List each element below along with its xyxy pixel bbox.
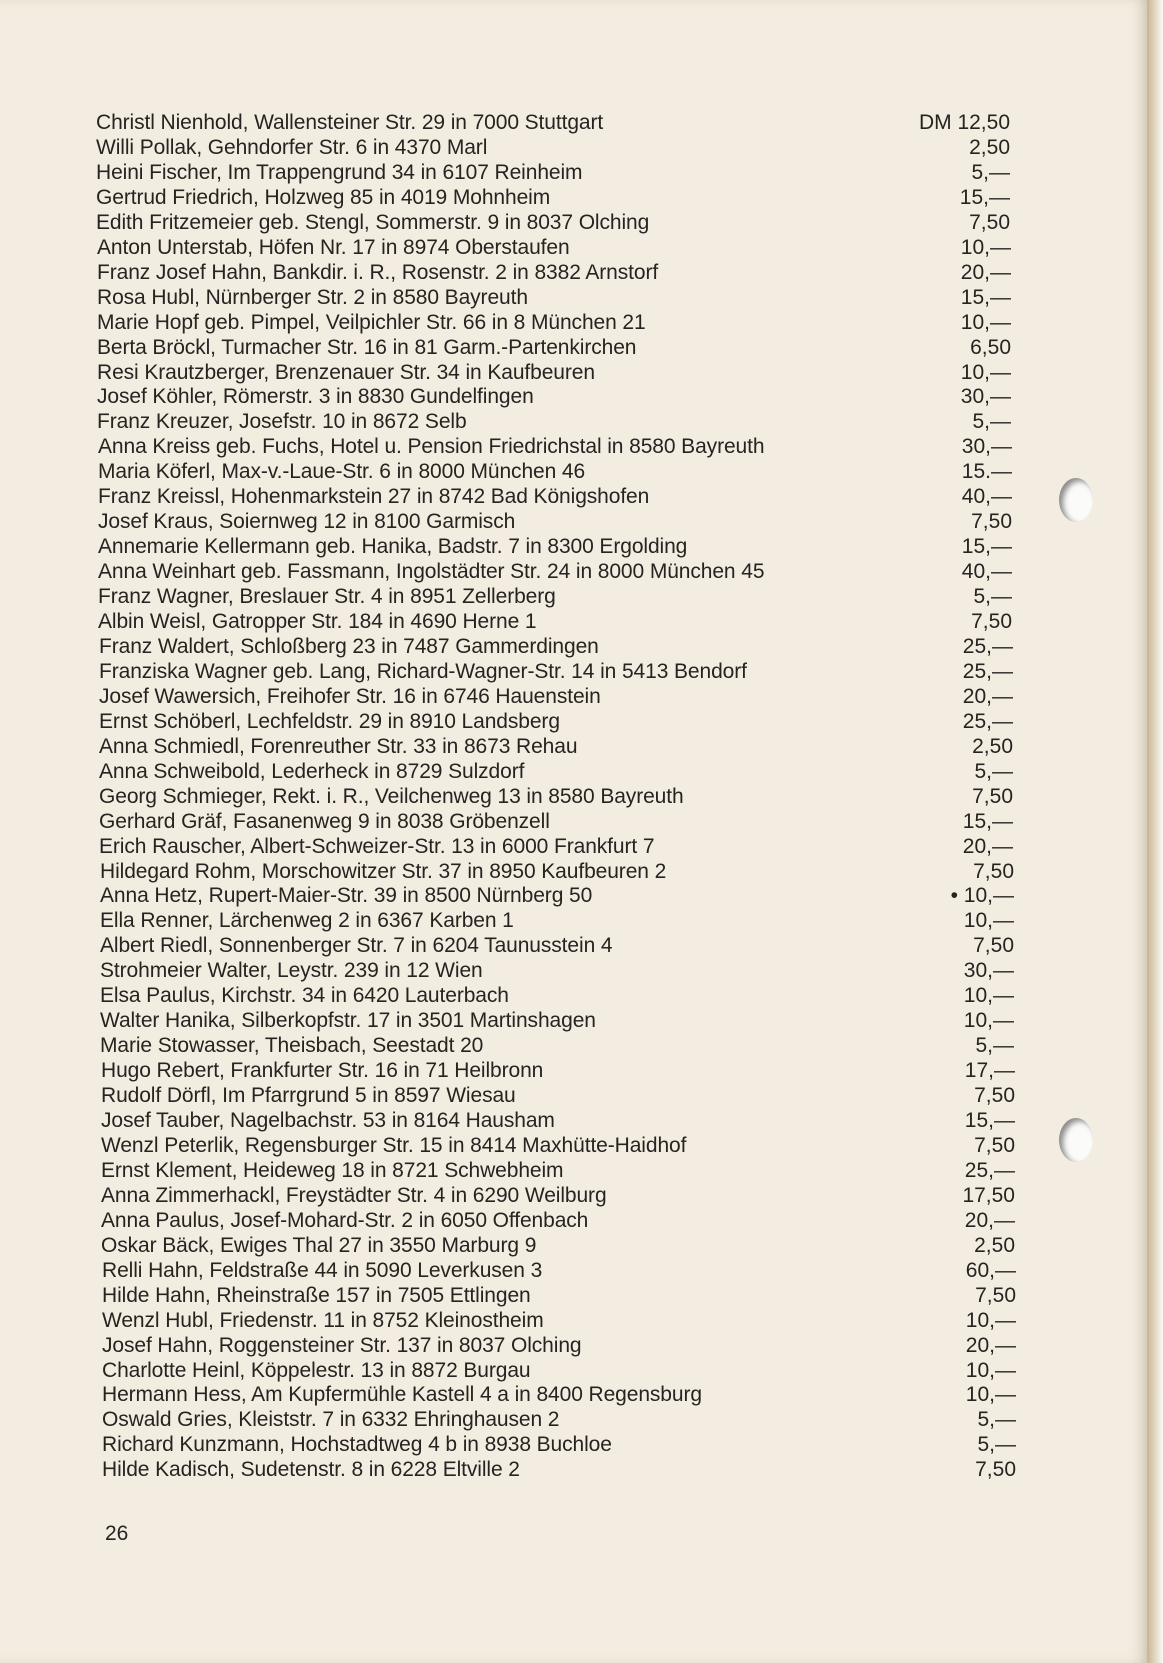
entry-name: Hilde Kadisch, Sudetenstr. 8 in 6228 Eltville 2: [102, 1458, 520, 1482]
entry-name: Elsa Paulus, Kirchstr. 34 in 6420 Lauterbach: [100, 984, 509, 1008]
entry-name: Annemarie Kellermann geb. Hanika, Badstr. 7 in 8300 Ergolding: [98, 535, 688, 559]
entry-name: Marie Hopf geb. Pimpel, Veilpichler Str. 66 in 8 München 21: [97, 310, 646, 334]
entry-amount: 40,—: [961, 485, 1012, 509]
entry-name: Ernst Klement, Heideweg 18 in 8721 Schwebheim: [101, 1158, 564, 1182]
entry-amount: 20,—: [962, 684, 1013, 708]
entry-amount: 10,—: [965, 1308, 1016, 1332]
entry-name: Franz Kreissl, Hohenmarkstein 27 in 8742 Bad Königshofen: [98, 485, 650, 509]
entry-name: Wenzl Peterlik, Regensburger Str. 15 in 8414 Maxhütte-Haidhof: [101, 1133, 687, 1157]
list-item: [0, 360, 1148, 386]
list-item: [0, 1008, 1148, 1034]
entry-amount: 10,—: [965, 1383, 1016, 1407]
list-item: [0, 1407, 1148, 1433]
entry-amount: 20,—: [962, 834, 1013, 858]
list-item: [0, 933, 1148, 959]
list-item: [0, 958, 1148, 984]
entry-name: Relli Hahn, Feldstraße 44 in 5090 Leverkusen 3: [102, 1258, 543, 1282]
entry-amount: 10,—: [960, 360, 1011, 384]
entry-name: Walter Hanika, Silberkopfstr. 17 in 3501 Martinshagen: [100, 1009, 596, 1033]
entry-name: Anna Hetz, Rupert-Maier-Str. 39 in 8500 Nürnberg 50: [100, 884, 593, 908]
list-item: [0, 709, 1148, 735]
list-item: [0, 908, 1148, 934]
entry-name: Franz Kreuzer, Josefstr. 10 in 8672 Selb: [97, 410, 467, 434]
entry-amount: 7,50: [975, 1283, 1016, 1307]
list-item: [0, 1333, 1148, 1359]
list-item: [0, 1033, 1148, 1059]
entry-amount: 5,—: [974, 759, 1013, 783]
entry-amount: 30,—: [960, 385, 1011, 409]
entry-amount: 15,—: [964, 1109, 1015, 1132]
entry-amount: 5,—: [972, 410, 1011, 434]
entry-amount: 7,50: [969, 210, 1010, 234]
list-item: [0, 1133, 1148, 1159]
list-item: [0, 509, 1148, 535]
list-item: [0, 260, 1148, 286]
list-item: [0, 1382, 1148, 1408]
entry-amount: 15,—: [960, 285, 1011, 309]
list-item: [0, 1432, 1148, 1458]
entry-name: Josef Köhler, Römerstr. 3 in 8830 Gundelfingen: [97, 385, 534, 409]
page-edge: [1147, 0, 1163, 1663]
entry-amount: 10,—: [960, 310, 1011, 334]
list-item: [0, 684, 1148, 710]
list-item: [0, 559, 1148, 585]
entry-amount: 30,—: [963, 959, 1014, 983]
list-item: [0, 1083, 1148, 1109]
entry-name: Josef Tauber, Nagelbachstr. 53 in 8164 Hausham: [101, 1109, 555, 1132]
list-item: [0, 784, 1148, 810]
entry-name: Hildegard Rohm, Morschowitzer Str. 37 in 8950 Kaufbeuren 2: [100, 859, 667, 883]
entry-amount: 60,—: [965, 1258, 1016, 1282]
entry-name: Anna Schmiedl, Forenreuther Str. 33 in 8673 Rehau: [99, 734, 578, 758]
entry-amount: 7,50: [974, 1133, 1015, 1157]
entry-amount: 5,—: [977, 1433, 1016, 1457]
entry-amount: 10,—: [963, 984, 1014, 1008]
entry-amount: 20,—: [960, 260, 1011, 284]
list-item: [0, 1108, 1148, 1134]
entry-amount: 30,—: [961, 435, 1012, 459]
entry-amount: • 10,—: [950, 884, 1014, 908]
list-item: [0, 135, 1148, 161]
entry-name: Albin Weisl, Gatropper Str. 184 in 4690 Herne 1: [98, 610, 537, 633]
entry-amount: 15,—: [961, 535, 1012, 559]
entry-name: Rosa Hubl, Nürnberger Str. 2 in 8580 Bayreuth: [97, 285, 528, 309]
list-item: [0, 185, 1148, 211]
entry-amount: 7,50: [974, 1084, 1015, 1108]
entry-name: Hilde Hahn, Rheinstraße 157 in 7505 Ettlingen: [102, 1283, 531, 1307]
entry-amount: DM 12,50: [918, 111, 1010, 134]
entry-name: Franz Wagner, Breslauer Str. 4 in 8951 Zellerberg: [98, 585, 556, 609]
entry-amount: 20,—: [965, 1333, 1016, 1357]
entry-amount: 5,—: [975, 1034, 1014, 1058]
list-item: [0, 210, 1148, 236]
entry-name: Franz Waldert, Schloßberg 23 in 7487 Gammerdingen: [99, 634, 599, 658]
list-item: [0, 1058, 1148, 1084]
list-item: [0, 459, 1148, 485]
entry-name: Anna Schweibold, Lederheck in 8729 Sulzdorf: [99, 759, 525, 783]
list-item: [0, 883, 1148, 909]
entry-name: Hermann Hess, Am Kupfermühle Kastell 4 a in 8400 Regensburg: [102, 1383, 702, 1407]
entry-amount: 25,—: [962, 634, 1013, 658]
entry-amount: 40,—: [961, 560, 1012, 584]
entry-amount: 7,50: [971, 510, 1012, 534]
entry-name: Edith Fritzemeier geb. Stengl, Sommerstr. 9 in 8037 Olching: [96, 210, 650, 234]
list-item: [0, 484, 1148, 510]
entry-name: Anna Zimmerhackl, Freystädter Str. 4 in 6290 Weilburg: [101, 1183, 607, 1207]
entry-amount: 2,50: [974, 1233, 1015, 1257]
entry-name: Franziska Wagner geb. Lang, Richard-Wagner-Str. 14 in 5413 Bendorf: [99, 659, 747, 683]
entry-amount: 5,—: [977, 1408, 1016, 1432]
list-item: [0, 609, 1148, 635]
entry-name: Josef Wawersich, Freihofer Str. 16 in 6746 Hauenstein: [99, 684, 601, 708]
list-item: [0, 285, 1148, 311]
entry-name: Oskar Bäck, Ewiges Thal 27 in 3550 Marburg 9: [101, 1233, 537, 1257]
list-item: [0, 1258, 1148, 1284]
entry-name: Ella Renner, Lärchenweg 2 in 6367 Karben 1: [100, 909, 514, 933]
page-number: 26: [105, 1522, 129, 1545]
entry-amount: 10,—: [960, 235, 1011, 259]
list-item: [0, 859, 1148, 885]
entry-amount: 25,—: [962, 659, 1013, 683]
entry-amount: 25,—: [962, 709, 1013, 733]
list-item: [0, 1158, 1148, 1184]
entry-amount: 10,—: [963, 1009, 1014, 1033]
list-item: [0, 409, 1148, 435]
list-item: [0, 659, 1148, 685]
entry-name: Berta Bröckl, Turmacher Str. 16 in 81 Garm.-Partenkirchen: [97, 335, 637, 359]
list-item: [0, 1208, 1148, 1234]
entry-name: Albert Riedl, Sonnenberger Str. 7 in 6204 Taunusstein 4: [100, 934, 613, 958]
entry-amount: 15,—: [959, 185, 1010, 209]
entry-name: Wenzl Hubl, Friedenstr. 11 in 8752 Kleinostheim: [102, 1308, 544, 1332]
entry-amount: 6,50: [970, 335, 1011, 359]
entry-name: Charlotte Heinl, Köppelestr. 13 in 8872 Burgau: [102, 1358, 531, 1382]
entry-amount: 7,50: [973, 934, 1014, 958]
entry-name: Josef Hahn, Roggensteiner Str. 137 in 8037 Olching: [102, 1333, 582, 1357]
list-item: [0, 235, 1148, 261]
list-item: [0, 1283, 1148, 1309]
entry-amount: 17,50: [962, 1183, 1015, 1207]
entry-name: Anna Kreiss geb. Fuchs, Hotel u. Pension Friedrichstal in 8580 Bayreuth: [98, 435, 765, 459]
entry-name: Resi Krautzberger, Brenzenauer Str. 34 in Kaufbeuren: [97, 360, 595, 384]
entry-amount: 10,—: [963, 909, 1014, 933]
entry-amount: 25,—: [964, 1158, 1015, 1182]
list-item: [0, 160, 1148, 186]
entry-amount: 15,—: [962, 809, 1013, 833]
list-item: [0, 1308, 1148, 1334]
entry-amount: 7,50: [975, 1458, 1016, 1482]
entry-name: Oswald Gries, Kleiststr. 7 in 6332 Ehringhausen 2: [102, 1408, 560, 1432]
entry-name: Georg Schmieger, Rekt. i. R., Veilchenweg 13 in 8580 Bayreuth: [99, 784, 684, 808]
entry-name: Heini Fischer, Im Trappengrund 34 in 6107 Reinheim: [96, 160, 583, 184]
entry-name: Richard Kunzmann, Hochstadtweg 4 b in 8938 Buchloe: [102, 1433, 612, 1457]
list-item: [0, 634, 1148, 660]
entry-amount: 15.—: [961, 460, 1012, 484]
entry-name: Hugo Rebert, Frankfurter Str. 16 in 71 Heilbronn: [101, 1059, 544, 1083]
entry-amount: 7,50: [971, 610, 1012, 633]
entry-name: Christl Nienhold, Wallensteiner Str. 29 in 7000 Stuttgart: [96, 111, 604, 134]
entry-name: Rudolf Dörfl, Im Pfarrgrund 5 in 8597 Wiesau: [101, 1084, 516, 1108]
entry-amount: 10,—: [965, 1358, 1016, 1382]
entry-name: Willi Pollak, Gehndorfer Str. 6 in 4370 Marl: [96, 135, 488, 159]
entry-amount: 2,50: [969, 135, 1010, 159]
list-item: [0, 759, 1148, 785]
list-item: [0, 1233, 1148, 1259]
entry-name: Gerhard Gräf, Fasanenweg 9 in 8038 Gröbenzell: [99, 809, 550, 833]
list-item: [0, 1358, 1148, 1384]
list-item: [0, 434, 1148, 460]
entry-amount: 5,—: [971, 160, 1010, 184]
list-item: [0, 110, 1148, 136]
entry-name: Anna Weinhart geb. Fassmann, Ingolstädter Str. 24 in 8000 München 45: [98, 560, 765, 584]
list-item: [0, 834, 1148, 860]
list-item: [0, 384, 1148, 410]
entry-name: Josef Kraus, Soiernweg 12 in 8100 Garmisch: [98, 510, 516, 534]
entry-amount: 20,—: [964, 1208, 1015, 1232]
entry-amount: 17,—: [964, 1059, 1015, 1083]
entry-name: Anton Unterstab, Höfen Nr. 17 in 8974 Oberstaufen: [97, 235, 570, 259]
entry-name: Gertrud Friedrich, Holzweg 85 in 4019 Mohnheim: [96, 185, 551, 209]
entry-amount: 7,50: [973, 859, 1014, 883]
entry-name: Strohmeier Walter, Leystr. 239 in 12 Wien: [100, 959, 483, 983]
entry-amount: 2,50: [972, 734, 1013, 758]
list-item: [0, 1183, 1148, 1209]
entry-name: Ernst Schöberl, Lechfeldstr. 29 in 8910 Landsberg: [99, 709, 560, 733]
list-item: [0, 310, 1148, 336]
entry-name: Franz Josef Hahn, Bankdir. i. R., Rosenstr. 2 in 8382 Arnstorf: [97, 260, 659, 284]
entry-name: Maria Köferl, Max-v.-Laue-Str. 6 in 8000 München 46: [98, 460, 586, 484]
list-item: [0, 534, 1148, 560]
list-item: [0, 1457, 1148, 1483]
list-item: [0, 584, 1148, 610]
entry-name: Erich Rauscher, Albert-Schweizer-Str. 13 in 6000 Frankfurt 7: [99, 834, 655, 858]
list-item: [0, 983, 1148, 1009]
entry-amount: 7,50: [972, 784, 1013, 808]
list-item: [0, 809, 1148, 835]
entry-name: Marie Stowasser, Theisbach, Seestadt 20: [100, 1034, 484, 1058]
list-item: [0, 734, 1148, 760]
entry-amount: 5,—: [973, 585, 1012, 609]
list-item: [0, 335, 1148, 361]
entry-name: Anna Paulus, Josef-Mohard-Str. 2 in 6050 Offenbach: [101, 1208, 589, 1232]
